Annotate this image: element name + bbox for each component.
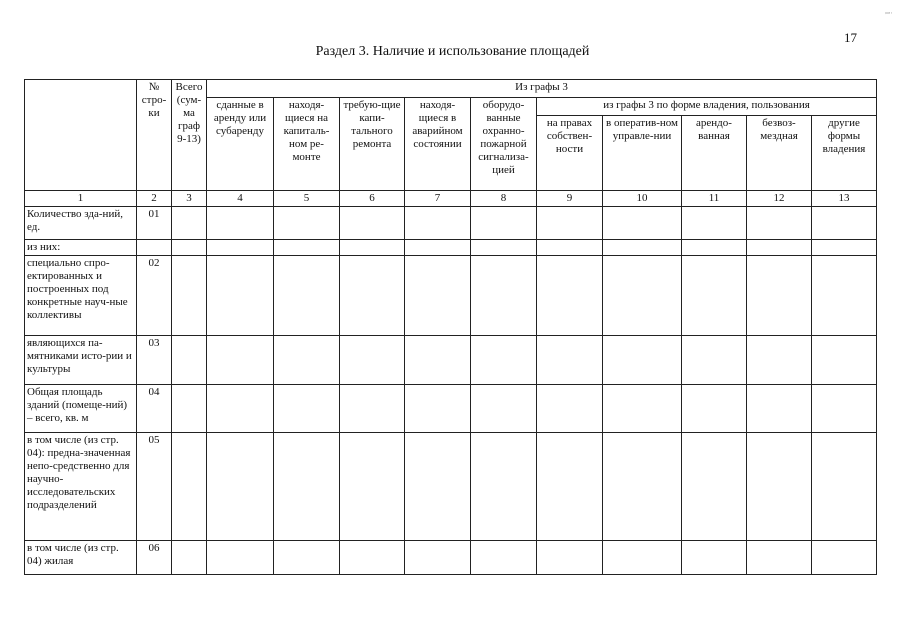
header-fire-alarm: оборудо-ванные охранно-пожарной сигнализа-цией [471, 98, 537, 191]
input-cell[interactable] [172, 240, 207, 256]
header-capital-repair-need: требую-щие капи-тального ремонта [340, 98, 405, 191]
row-code [137, 240, 172, 256]
input-cell[interactable] [405, 336, 471, 385]
input-cell[interactable] [603, 240, 682, 256]
input-cell[interactable] [537, 385, 603, 433]
input-cell[interactable] [172, 336, 207, 385]
column-number: 9 [537, 191, 603, 207]
input-cell[interactable] [603, 433, 682, 541]
page-number: 17 [844, 30, 857, 45]
input-cell[interactable] [274, 256, 340, 336]
input-cell[interactable] [340, 433, 405, 541]
input-cell[interactable] [274, 240, 340, 256]
input-cell[interactable] [172, 385, 207, 433]
row-label: из них: [25, 240, 137, 256]
input-cell[interactable] [471, 240, 537, 256]
column-number: 5 [274, 191, 340, 207]
input-cell[interactable] [537, 541, 603, 575]
input-cell[interactable] [682, 385, 747, 433]
input-cell[interactable] [537, 207, 603, 240]
input-cell[interactable] [172, 541, 207, 575]
input-cell[interactable] [207, 433, 274, 541]
header-capital-repair-in: находя-щиеся на капиталь-ном ре-монте [274, 98, 340, 191]
input-cell[interactable] [747, 207, 812, 240]
row-code: 05 [137, 433, 172, 541]
header-col1 [25, 80, 137, 191]
area-table [24, 79, 877, 575]
input-cell[interactable] [747, 256, 812, 336]
input-cell[interactable] [405, 240, 471, 256]
input-cell[interactable] [274, 336, 340, 385]
input-cell[interactable] [471, 541, 537, 575]
input-cell[interactable] [207, 336, 274, 385]
input-cell[interactable] [207, 385, 274, 433]
input-cell[interactable] [537, 256, 603, 336]
column-number: 12 [747, 191, 812, 207]
input-cell[interactable] [603, 385, 682, 433]
input-cell[interactable] [340, 256, 405, 336]
row-code: 03 [137, 336, 172, 385]
column-number: 2 [137, 191, 172, 207]
input-cell[interactable] [747, 385, 812, 433]
input-cell[interactable] [812, 541, 877, 575]
input-cell[interactable] [812, 256, 877, 336]
input-cell[interactable] [747, 433, 812, 541]
row-label: являющихся па-мятниками исто-рии и культуры [25, 336, 137, 385]
input-cell[interactable] [274, 433, 340, 541]
column-number: 8 [471, 191, 537, 207]
input-cell[interactable] [682, 256, 747, 336]
input-cell[interactable] [682, 207, 747, 240]
input-cell[interactable] [471, 433, 537, 541]
input-cell[interactable] [603, 256, 682, 336]
input-cell[interactable] [812, 385, 877, 433]
row-code: 01 [137, 207, 172, 240]
row-code: 04 [137, 385, 172, 433]
corner-mark: i [883, 11, 894, 15]
header-operational: в оператив-ном управле-нии [603, 116, 682, 191]
row-label: в том числе (из стр. 04): предна-значенная непо-средственно для научно-исследовательских подразделений [25, 433, 137, 541]
input-cell[interactable] [682, 336, 747, 385]
input-cell[interactable] [603, 541, 682, 575]
input-cell[interactable] [340, 240, 405, 256]
input-cell[interactable] [471, 207, 537, 240]
input-cell[interactable] [812, 336, 877, 385]
row-label: Количество зда-ний, ед. [25, 207, 137, 240]
input-cell[interactable] [405, 433, 471, 541]
header-row-number: № стро-ки [137, 80, 172, 191]
header-from-col3: Из графы 3 [207, 80, 877, 98]
column-number: 11 [682, 191, 747, 207]
header-emergency: находя-щиеся в аварийном состоянии [405, 98, 471, 191]
input-cell[interactable] [207, 240, 274, 256]
header-leased: сданные в аренду или субаренду [207, 98, 274, 191]
row-label: специально спро-ектированных и построенных под конкретные науч-ные коллективы [25, 256, 137, 336]
input-cell[interactable] [747, 336, 812, 385]
input-cell[interactable] [537, 336, 603, 385]
input-cell[interactable] [812, 433, 877, 541]
input-cell[interactable] [405, 541, 471, 575]
input-cell[interactable] [207, 256, 274, 336]
row-label: в том числе (из стр. 04) жилая [25, 541, 137, 575]
column-number: 1 [25, 191, 137, 207]
column-number: 7 [405, 191, 471, 207]
input-cell[interactable] [812, 240, 877, 256]
input-cell[interactable] [747, 541, 812, 575]
header-rented: арендо-ванная [682, 116, 747, 191]
input-cell[interactable] [340, 541, 405, 575]
input-cell[interactable] [274, 541, 340, 575]
input-cell[interactable] [405, 207, 471, 240]
column-number: 10 [603, 191, 682, 207]
input-cell[interactable] [340, 336, 405, 385]
input-cell[interactable] [274, 207, 340, 240]
column-number: 4 [207, 191, 274, 207]
input-cell[interactable] [172, 433, 207, 541]
input-cell[interactable] [682, 541, 747, 575]
column-number: 3 [172, 191, 207, 207]
input-cell[interactable] [340, 207, 405, 240]
input-cell[interactable] [603, 336, 682, 385]
input-cell[interactable] [537, 240, 603, 256]
input-cell[interactable] [682, 433, 747, 541]
header-own: на правах собствен-ности [537, 116, 603, 191]
row-code: 06 [137, 541, 172, 575]
input-cell[interactable] [207, 541, 274, 575]
input-cell[interactable] [471, 385, 537, 433]
input-cell[interactable] [207, 207, 274, 240]
row-label: Общая площадь зданий (помеще-ний) – всего, кв. м [25, 385, 137, 433]
header-free: безвоз-мездная [747, 116, 812, 191]
header-by-ownership: из графы 3 по форме владения, пользования [537, 98, 877, 116]
input-cell[interactable] [172, 207, 207, 240]
input-cell[interactable] [471, 256, 537, 336]
column-number: 6 [340, 191, 405, 207]
input-cell[interactable] [603, 207, 682, 240]
input-cell[interactable] [747, 240, 812, 256]
header-total: Всего (сум-ма граф 9-13) [172, 80, 207, 191]
column-number: 13 [812, 191, 877, 207]
input-cell[interactable] [405, 256, 471, 336]
input-cell[interactable] [274, 385, 340, 433]
input-cell[interactable] [682, 240, 747, 256]
input-cell[interactable] [405, 385, 471, 433]
row-code: 02 [137, 256, 172, 336]
input-cell[interactable] [537, 433, 603, 541]
section-title: Раздел 3. Наличие и использование площадей [315, 44, 590, 59]
input-cell[interactable] [812, 207, 877, 240]
input-cell[interactable] [172, 256, 207, 336]
input-cell[interactable] [340, 385, 405, 433]
header-other: другие формы владения [812, 116, 877, 191]
input-cell[interactable] [471, 336, 537, 385]
